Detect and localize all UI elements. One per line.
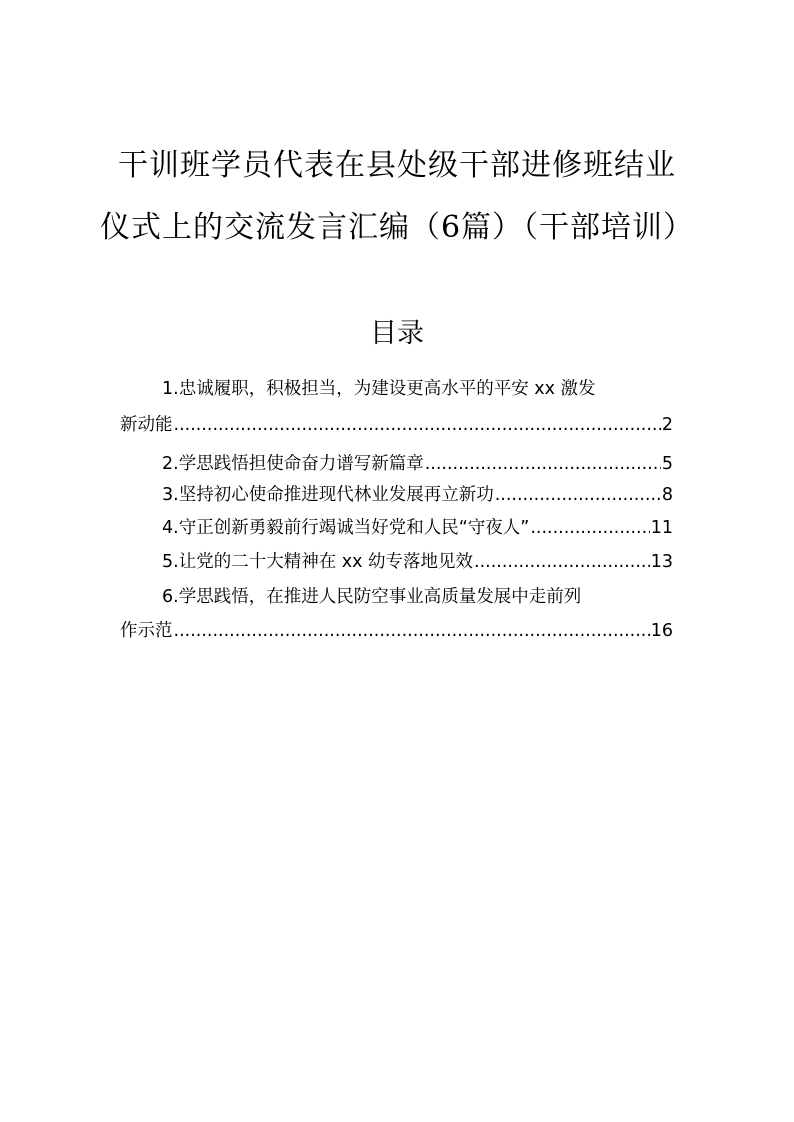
toc-page-number: 8 (661, 485, 673, 505)
toc-page-number: 5 (661, 454, 673, 474)
document-title-line-1: 干训班学员代表在县处级干部进修班结业 (118, 148, 676, 183)
toc-page-number: 16 (650, 621, 673, 641)
toc-entry-1-line-1[interactable] (120, 376, 673, 400)
toc-entry-6-line-2[interactable] (120, 618, 673, 642)
toc-entry-4[interactable] (120, 515, 673, 539)
toc-entry-text: 1.忠诚履职，积极担当，为建设更高水平的平安 xx 激发 (162, 379, 596, 399)
toc-entry-text: 6.学思践悟，在推进人民防空事业高质量发展中走前列 (162, 587, 582, 607)
toc-entry-text: 3.坚持初心使命推进现代林业发展再立新功 (162, 485, 494, 505)
toc-leader-dots (174, 620, 650, 642)
toc-heading: 目录 (370, 318, 424, 349)
toc-entry-6-line-1[interactable] (120, 584, 673, 608)
toc-leader-dots (425, 453, 661, 475)
toc-leader-dots (474, 551, 650, 573)
toc-page-number: 11 (650, 518, 673, 538)
toc-leader-dots (530, 517, 649, 539)
toc-entry-text: 新动能 (120, 415, 173, 435)
toc-page-number: 13 (650, 552, 673, 572)
toc-entry-2[interactable] (120, 451, 673, 475)
toc-leader-dots (495, 484, 661, 506)
toc-entry-3[interactable] (120, 482, 673, 506)
toc-entry-text: 作示范 (120, 621, 173, 641)
toc-entry-text: 4.守正创新勇毅前行竭诚当好党和人民“守夜人” (162, 518, 530, 538)
toc-entry-5[interactable] (120, 549, 673, 573)
toc-page-number: 2 (661, 415, 673, 435)
toc-leader-dots (174, 414, 661, 436)
toc-entry-text: 2.学思践悟担使命奋力谱写新篇章 (162, 454, 424, 474)
toc-entry-1-line-2[interactable] (120, 412, 673, 436)
toc-entry-text: 5.让党的二十大精神在 xx 幼专落地见效 (162, 552, 474, 572)
document-title-line-2: 仪式上的交流发言汇编（6篇）（干部培训） (99, 210, 695, 245)
